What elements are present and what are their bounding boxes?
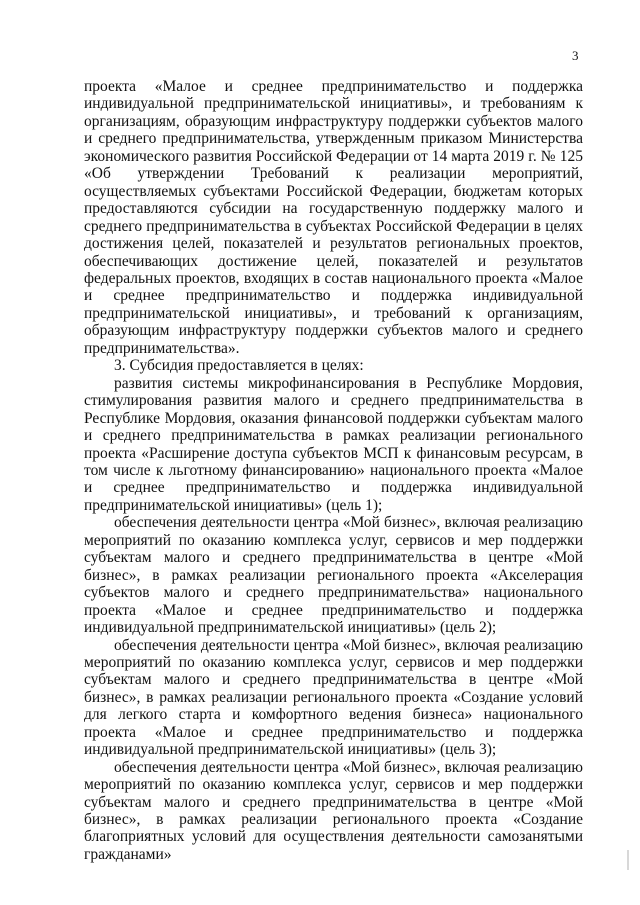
document-body (84, 78, 583, 863)
page-number: 3 (572, 48, 579, 63)
paragraph-goal-2: обеспечения деятельности центра «Мой бизнес», включая реализацию мероприятий по оказанию комплекса услуг, сервисов и мер поддержки субъектам малого и среднего предпринимательства в центре «Мой бизнес», в рамках реализации регионального проекта «Акселерация субъектов малого и среднего предпринимательства» национального проекта «Малое и среднее предпринимательство и поддержка индивидуальной предпринимательской инициативы» (цель 2); (84, 514, 583, 637)
paragraph-section-3-heading: 3. Субсидия предоставляется в целях: (114, 357, 364, 375)
paragraph-continuation: проекта «Малое и среднее предпринимательство и поддержка индивидуальной предпринимательской инициативы», и требованиям к организациям, образующим инфраструктуру поддержки субъектов малого и среднего предпринимательства, утвержденным приказом Министерства экономического развития Российской Федерации от 14 марта 2019 г. № 125 «Об утверждении Требований к реализации мероприятий, осуществляемых субъектами Российской Федерации, бюджетам которых предоставляются субсидии на государственную поддержку малого и среднего предпринимательства в субъектах Российской Федерации в целях достижения целей, показателей и результатов региональных проектов, обеспечивающих достижение целей, показателей и результатов федеральных проектов, входящих в состав национального проекта «Малое и среднее предпринимательство и поддержка индивидуальной предпринимательской инициативы», и требований к организациям, образующим инфраструктуру поддержки субъектов малого и среднего предпринимательства». (84, 78, 583, 357)
paragraph-goal-4: обеспечения деятельности центра «Мой бизнес», включая реализацию мероприятий по оказанию комплекса услуг, сервисов и мер поддержки субъектам малого и среднего предпринимательства в центре «Мой бизнес», в рамках реализации регионального проекта «Создание благоприятных условий для осуществления деятельности самозанятыми гражданами» (84, 758, 583, 863)
scan-edge-mark (627, 850, 629, 870)
paragraph-goal-1: развития системы микрофинансирования в Республике Мордовия, стимулирования развития малого и среднего предпринимательства в Республике Мордовия, оказания финансовой поддержки субъектам малого и среднего предпринимательства в рамках реализации регионального проекта «Расширение доступа субъектов МСП к финансовым ресурсам, в том числе к льготному финансированию» национального проекта «Малое и среднее предпринимательство и поддержка индивидуальной предпринимательской инициативы» (цель 1); (84, 374, 583, 514)
paragraph-goal-3: обеспечения деятельности центра «Мой бизнес», включая реализацию мероприятий по оказанию комплекса услуг, сервисов и мер поддержки субъектам малого и среднего предпринимательства в центре «Мой бизнес», в рамках реализации регионального проекта «Создание условий для легкого старта и комфортного ведения бизнеса» национального проекта «Малое и среднее предпринимательство и поддержка индивидуальной предпринимательской инициативы» (цель 3); (84, 636, 583, 759)
